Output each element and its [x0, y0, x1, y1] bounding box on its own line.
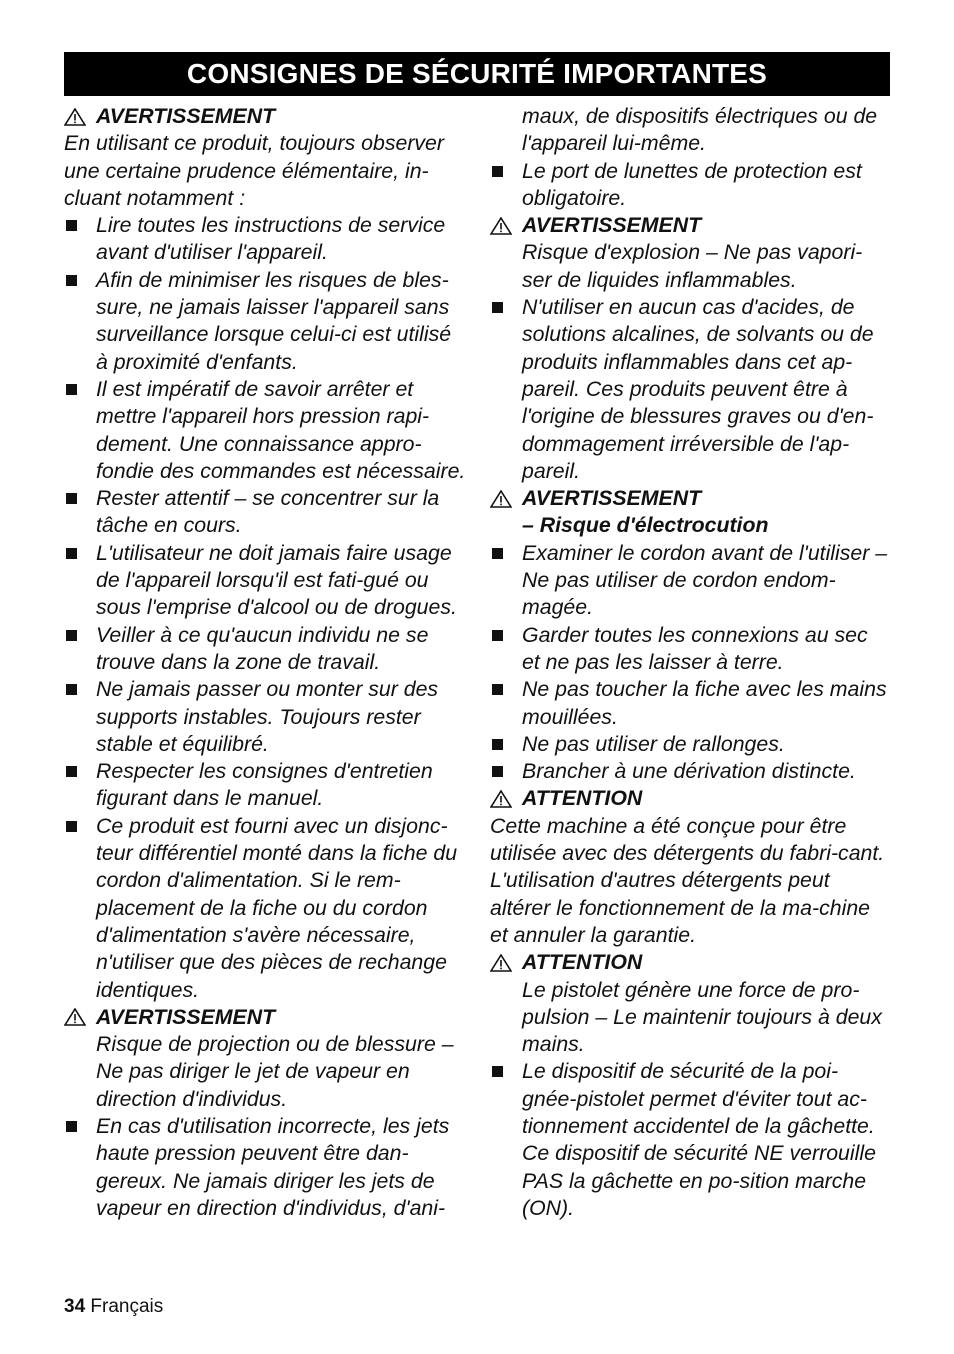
bullet-square-icon	[66, 1121, 77, 1132]
list-item	[64, 622, 468, 677]
bullet-square-icon	[66, 821, 77, 832]
caution-heading	[490, 949, 890, 976]
warning-triangle-icon	[490, 954, 512, 972]
list-item-text: Garder toutes les connexions au sec et ne pas les laisser à terre.	[522, 622, 868, 674]
warning-heading	[490, 485, 890, 512]
bullet-square-icon	[66, 766, 77, 777]
page-footer	[64, 1296, 163, 1318]
footer-language: Français	[90, 1296, 164, 1317]
bullet-square-icon	[66, 493, 77, 504]
warning-triangle-icon	[64, 108, 86, 126]
bullet-square-icon	[492, 766, 503, 777]
warning-triangle-icon	[490, 790, 512, 808]
list-item	[490, 758, 890, 785]
list-item	[64, 267, 468, 376]
caution-heading-text: ATTENTION	[522, 950, 643, 975]
right-column	[490, 103, 890, 1222]
bullet-square-icon	[492, 739, 503, 750]
list-item	[490, 540, 890, 622]
list-item-text: Il est impératif de savoir arrêter et mettre l'appareil hors pression rapi-dement. Une connaissance appro-fondie des commandes est nécessaire.	[96, 376, 466, 483]
warning-triangle-icon	[64, 1008, 86, 1026]
list-item-text: Le dispositif de sécurité de la poi-gnée-pistolet permet d'éviter tout ac-tionnement accidentel de la gâchette. Ce dispositif de sécurité NE verrouille PAS la gâchette en po-sition marche (ON).	[522, 1059, 876, 1220]
intro-paragraph: En utilisant ce produit, toujours observer une certaine prudence élémentaire, in-cluant notamment :	[64, 131, 444, 210]
warning-heading-text: AVERTISSEMENT	[522, 213, 702, 238]
bullet-square-icon	[66, 384, 77, 395]
bullet-square-icon	[492, 1066, 503, 1077]
list-item-text: Ce produit est fourni avec un disjonc-teur différentiel monté dans la fiche du cordon d'alimentation. Si le rem-placement de la fiche ou du cordon d'alimentation s'avère nécessaire, n'utiliser que des pièces de rechange identiques.	[96, 813, 458, 1002]
caution-heading-text: ATTENTION	[522, 786, 643, 811]
bullet-square-icon	[492, 302, 503, 313]
list-item-text: L'utilisateur ne doit jamais faire usage de l'appareil lorsqu'il est fati-gué ou sous l'emprise d'alcool ou de drogues.	[96, 540, 457, 620]
list-item	[490, 731, 890, 758]
caution-text: Le pistolet génère une force de pro-pulsion – Le maintenir toujours à deux mains.	[522, 977, 882, 1057]
warning-heading-text: AVERTISSEMENT	[96, 104, 276, 128]
list-item	[64, 676, 468, 758]
warning-text: Risque de projection ou de blessure – Ne pas diriger le jet de vapeur en direction d'individus.	[96, 1032, 454, 1111]
list-item	[64, 813, 468, 1004]
warning-heading-text: AVERTISSEMENT	[522, 486, 702, 511]
list-item-text: Brancher à une dérivation distincte.	[522, 759, 856, 784]
warning-triangle-icon	[490, 490, 512, 508]
warning-triangle-icon	[490, 217, 512, 235]
list-item-text: Le port de lunettes de protection est obligatoire.	[522, 158, 862, 210]
list-item	[64, 376, 468, 485]
bullet-square-icon	[66, 220, 77, 231]
list-item	[490, 294, 890, 485]
list-item	[64, 1113, 468, 1222]
list-item-text: Veiller à ce qu'aucun individu ne se trouve dans la zone de travail.	[96, 622, 429, 674]
list-item	[490, 622, 890, 677]
warning-text: Risque d'explosion – Ne pas vapori-ser de liquides inflammables.	[522, 240, 863, 292]
list-item-text: Rester attentif – se concentrer sur la tâche en cours.	[96, 486, 440, 538]
page-number: 34	[64, 1296, 86, 1317]
list-item-text: Ne pas utiliser de rallonges.	[522, 731, 785, 756]
bullet-square-icon	[66, 630, 77, 641]
list-item-text: Respecter les consignes d'entretien figurant dans le manuel.	[96, 759, 433, 811]
warning-subheading: – Risque d'électrocution	[522, 513, 769, 538]
list-item	[64, 540, 468, 622]
list-item	[64, 485, 468, 540]
list-item	[64, 758, 468, 813]
list-item	[490, 1058, 890, 1222]
list-item-text: N'utiliser en aucun cas d'acides, de solutions alcalines, de solvants ou de produits inflammables dans cet ap-pareil. Ces produits peuvent être à l'origine de blessures graves ou d'en-dommagement irréversible de l'ap-pareil.	[522, 295, 874, 483]
list-item-text: Ne jamais passer ou monter sur des supports instables. Toujours rester stable et équilibré.	[96, 677, 439, 756]
list-item	[490, 158, 890, 213]
list-item	[64, 212, 468, 267]
list-item-text: Lire toutes les instructions de service avant d'utiliser l'appareil.	[96, 213, 446, 265]
bullet-square-icon	[66, 548, 77, 559]
warning-heading	[64, 103, 468, 130]
list-item-text: En cas d'utilisation incorrecte, les jets haute pression peuvent être dan-gereux. Ne jamais diriger les jets de vapeur en direction d'individus, d'ani-	[96, 1113, 450, 1220]
bullet-square-icon	[66, 275, 77, 286]
list-item	[490, 676, 890, 731]
page-title: CONSIGNES DE SÉCURITÉ IMPORTANTES	[186, 58, 768, 89]
bullet-square-icon	[492, 630, 503, 641]
left-column	[64, 103, 468, 1222]
bullet-square-icon	[66, 684, 77, 695]
list-item-text: Ne pas toucher la fiche avec les mains mouillées.	[522, 677, 887, 729]
warning-heading-text: AVERTISSEMENT	[96, 1004, 276, 1029]
title-bar	[64, 52, 890, 96]
list-item-text: Afin de minimiser les risques de bles-sure, ne jamais laisser l'appareil sans surveillance lorsque celui-ci est utilisé à proximité d'enfants.	[96, 267, 452, 374]
continued-text: maux, de dispositifs électriques ou de l'appareil lui-même.	[522, 104, 878, 156]
list-item-text: Examiner le cordon avant de l'utiliser – Ne pas utiliser de cordon endom-magée.	[522, 540, 888, 620]
bullet-square-icon	[492, 166, 503, 177]
caution-text: Cette machine a été conçue pour être utilisée avec des détergents du fabri-cant. L'utilisation d'autres détergents peut altérer le fonctionnement de la ma-chine et annuler la garantie.	[490, 813, 885, 947]
warning-heading	[490, 212, 890, 239]
bullet-square-icon	[492, 548, 503, 559]
bullet-square-icon	[492, 684, 503, 695]
warning-heading	[64, 1004, 468, 1031]
caution-heading	[490, 785, 890, 812]
